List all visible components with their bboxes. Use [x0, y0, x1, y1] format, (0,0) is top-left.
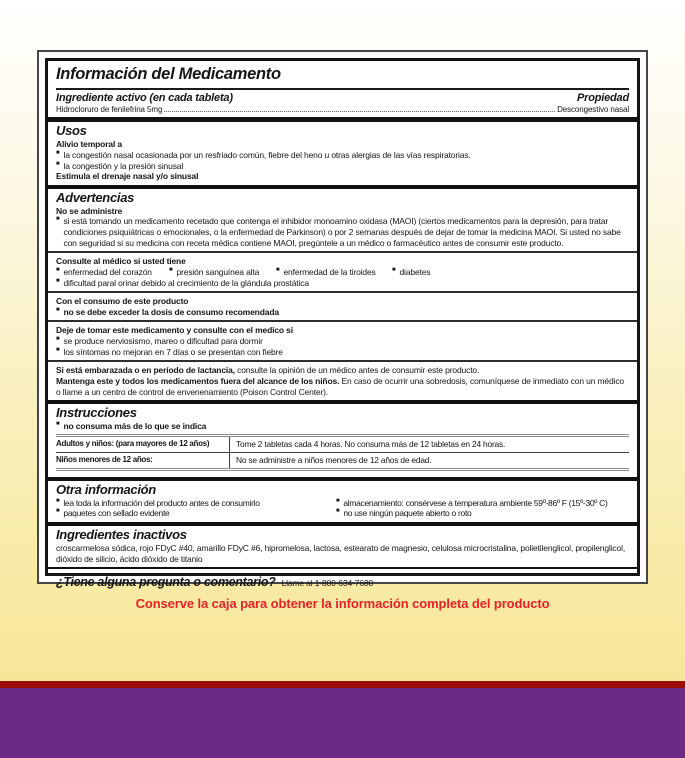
bullet-square-icon: ■: [56, 160, 60, 167]
list-item: [56, 508, 336, 519]
list-item: [56, 267, 169, 278]
list-item: [56, 150, 629, 161]
deje-bullet-2: los síntomas no mejoran en 7 días o se presentan con fiebre: [63, 346, 283, 357]
usos-lead: Alivio temporal a: [56, 139, 122, 150]
otra-left-2: paquetes con sellado evidente: [63, 508, 170, 519]
bullet-square-icon: ■: [56, 421, 60, 428]
bullet-square-icon: ■: [392, 266, 396, 273]
label-title: Información del Medicamento: [56, 65, 281, 83]
table-row: [56, 452, 629, 468]
drug-facts-panel: [37, 50, 648, 590]
property-value: Descongestivo nasal: [557, 104, 629, 114]
usos-title: Usos: [56, 123, 87, 139]
otra-right-2: no use ningún paquete abierto o roto: [343, 508, 472, 519]
ninos-line: [56, 376, 629, 397]
red-strip: [0, 681, 685, 688]
dosage-group-cell: Adultos y niños: (para mayores de 12 años): [56, 437, 230, 452]
subsection-rule: [48, 320, 637, 322]
condition-heart: enfermedad del corazón: [63, 266, 152, 277]
condition-diabetes: diabetes: [399, 266, 431, 277]
embarazada-line: [56, 365, 629, 376]
bullet-square-icon: ■: [56, 149, 60, 156]
dotted-leader: [164, 111, 555, 112]
otra-title: Otra información: [56, 481, 156, 497]
bullet-square-icon: ■: [56, 266, 60, 273]
otra-informacion-section: [48, 481, 637, 522]
subsection-rule: [48, 360, 637, 362]
condition-blood-pressure: presión sanguínea alta: [176, 266, 260, 277]
bullet-square-icon: ■: [56, 306, 60, 313]
dosage-value-cell: Tome 2 tabletas cada 4 horas. No consuma más de 12 tabletas en 24 horas.: [236, 439, 506, 450]
subsection-rule: [48, 251, 637, 253]
list-item: [56, 216, 629, 248]
list-item: [56, 421, 629, 432]
instrucciones-bullet: no consuma más de lo que se indica: [63, 421, 207, 432]
active-ingredient-heading: Ingrediente activo (en cada tableta): [56, 91, 233, 104]
subsection-rule: [48, 291, 637, 293]
list-item: [56, 336, 629, 347]
usos-footer: Estimula el drenaje nasal y/o sinusal: [56, 171, 199, 182]
bullet-square-icon: ■: [56, 508, 60, 515]
instrucciones-title: Instrucciones: [56, 405, 137, 421]
list-item: [56, 161, 629, 172]
no-administre-heading: No se administre: [56, 205, 123, 216]
inactivos-text: croscarmelosa sódica, rojo FDyC #40, amarillo FDyC #6, hipromelosa, lactosa, estearato de magnesio, celulosa microcristalina, polietilenglicol, propilenglicol, dióxido de silicio, ácido dióxido de titanio: [56, 542, 626, 564]
dosage-value-cell: No se administre a niños menores de 12 años de edad.: [236, 455, 432, 466]
bullet-square-icon: ■: [336, 497, 340, 504]
deje-bullet-1: se produce nerviosismo, mareo o dificultad para dormir: [63, 336, 263, 347]
ninos-rest: En caso de ocurrir una sobredosis, comuníquese de inmediato con un médico o llame a un centro de control de envenenamiento (Poison Control Center).: [56, 375, 624, 397]
purple-band: [0, 688, 685, 758]
property-heading: Propiedad: [577, 91, 629, 104]
list-item: [336, 508, 629, 519]
usos-section: [48, 122, 637, 184]
list-item: [56, 498, 336, 509]
bullet-square-icon: ■: [169, 266, 173, 273]
preguntas-section: [48, 569, 637, 592]
advertencias-title: Advertencias: [56, 189, 135, 205]
bullet-square-icon: ■: [276, 266, 280, 273]
consulte-heading: Consulte al médico si usted tiene: [56, 256, 186, 267]
dosage-group-cell: Niños menores de 12 años:: [56, 453, 230, 468]
embarazada-lead: Si está embarazada o en período de lactancia,: [56, 365, 235, 376]
no-administre-bullet: si está tomando un medicamento recetado que contenga el inhibidor monoamino oxidasa (MAOI) (ciertos medicamentos para la depresión, para tratar condiciones psiquiátricas o emocionales, o la enfermedad de Parkinson) o por 2 semanas después de dejar de tomar la medicina MAOI. Si usted no sabe con seguridad si su medicina con receta médica contiene MAOI, pregúntele a un médico o farmacéutico antes de consumir este producto.: [63, 216, 621, 248]
condition-thyroid: enfermedad de la tiroides: [283, 266, 376, 277]
bullet-square-icon: ■: [56, 216, 60, 223]
list-item: [56, 278, 629, 289]
advertencias-section: [48, 189, 637, 400]
header-section: [48, 61, 637, 117]
dosage-table: [56, 434, 629, 471]
otra-right-1: almacenamiento: consérvese a temperatura ambiente 59º-86º F (15º-30º C): [343, 497, 608, 508]
keep-carton-note: Conserve la caja para obtener la información completa del producto: [135, 596, 550, 611]
condition-prostate: dificultad paral orinar debido al crecimiento de la glándula prostática: [63, 277, 309, 288]
title-rule: [56, 88, 629, 90]
active-ingredient-name: Hidrocloruro de fenilefrina 5mg: [56, 104, 163, 114]
usos-bullet-2: la congestión y la presión sinusal: [63, 160, 184, 171]
deje-heading: Deje de tomar este medicamento y consulte con el medico si: [56, 325, 293, 336]
list-item: [276, 267, 392, 278]
bullet-square-icon: ■: [56, 346, 60, 353]
list-item: [56, 347, 629, 358]
list-item: [56, 307, 629, 318]
preguntas-heading: ¿Tiene alguna pregunta o comentario?: [56, 575, 276, 590]
usos-bullet-1: la congestión nasal ocasionada por un resfriado común, fiebre del heno u otras alergias de las vías respiratorias.: [63, 149, 471, 160]
bullet-square-icon: ■: [56, 277, 60, 284]
consumo-bullet: no se debe exceder la dosis de consumo recomendada: [63, 306, 279, 317]
bullet-square-icon: ■: [56, 336, 60, 343]
ingredientes-inactivos-section: [48, 526, 637, 567]
list-item: [336, 498, 629, 509]
ninos-lead: Mantenga este y todos los medicamentos fuera del alcance de los niños.: [56, 375, 340, 386]
embarazada-rest: consulte la opinión de un médico antes de consumir este producto.: [234, 365, 480, 376]
table-row: [56, 437, 629, 452]
drug-facts-frame: [45, 58, 640, 590]
consulte-conditions-row: [56, 267, 629, 278]
list-item: [169, 267, 276, 278]
list-item: [392, 267, 629, 278]
preguntas-phone: Llame al 1-800-634-7680: [281, 578, 374, 589]
instrucciones-section: [48, 404, 637, 477]
consumo-heading: Con el consumo de este producto: [56, 296, 189, 307]
bullet-square-icon: ■: [56, 497, 60, 504]
inactivos-title: Ingredientes inactivos: [56, 527, 187, 543]
otra-left-1: lea toda la información del producto antes de consumirlo: [63, 497, 260, 508]
bullet-square-icon: ■: [336, 508, 340, 515]
